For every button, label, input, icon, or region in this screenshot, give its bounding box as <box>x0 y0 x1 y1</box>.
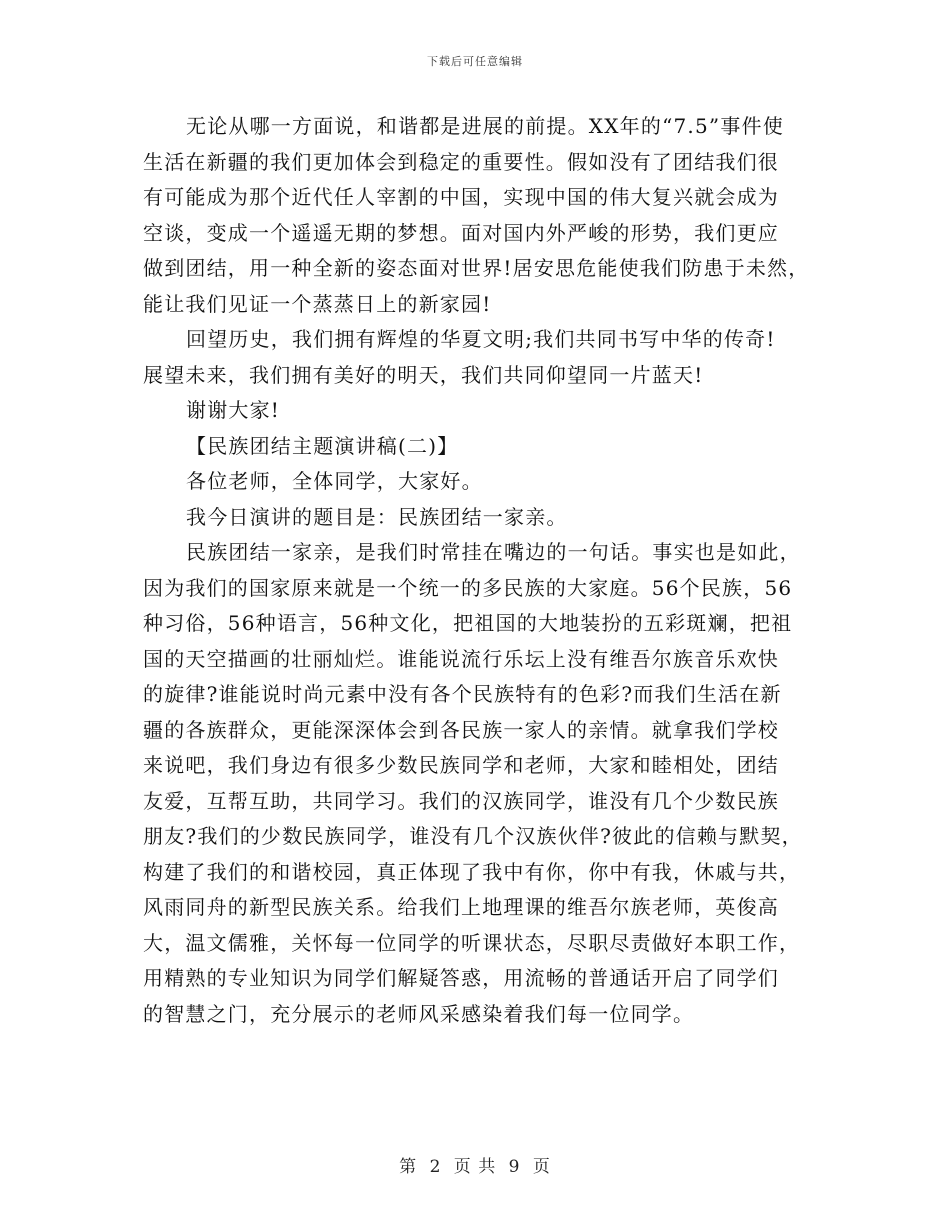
text-line: 生活在新疆的我们更加体会到稳定的重要性。假如没有了团结我们很 <box>143 149 779 174</box>
text-line: 风雨同舟的新型民族关系。给我们上地理课的维吾尔族老师，英俊高 <box>143 895 779 919</box>
text-line: 的智慧之门，充分展示的老师风采感染着我们每一位同学。 <box>143 1001 695 1026</box>
text-line: 来说吧，我们身边有很多少数民族同学和老师，大家和睦相处，团结 <box>143 753 779 777</box>
text-line: 能让我们见证一个蒸蒸日上的新家园! <box>143 291 492 316</box>
text-line: 谢谢大家! <box>186 398 281 422</box>
total-pages-number: 9 <box>508 1157 521 1177</box>
text-line: 国的天空描画的壮丽灿烂。谁能说流行乐坛上没有维吾尔族音乐欢快 <box>143 646 779 671</box>
text-line: 的旋律?谁能说时尚元素中没有各个民族特有的色彩?而我们生活在新 <box>143 682 782 706</box>
text-line: 朋友?我们的少数民族同学，谁没有几个汉族伙伴?彼此的信赖与默契， <box>143 824 803 848</box>
document-body <box>143 109 815 1032</box>
text-line: 各位老师，全体同学，大家好。 <box>186 469 483 493</box>
text-line: 友爱，互帮互助，共同学习。我们的汉族同学，谁没有几个少数民族 <box>143 788 779 813</box>
footer-prefix: 第 <box>399 1157 418 1177</box>
text-line: 展望未来，我们拥有美好的明天，我们共同仰望同一片蓝天! <box>143 362 704 387</box>
section-title: 【民族团结主题演讲稿(二)】 <box>186 433 459 458</box>
page-header: 下载后可任意编辑 <box>427 55 523 68</box>
text-line: 有可能成为那个近代任人宰割的中国，实现中国的伟大复兴就会成为 <box>143 185 779 209</box>
text-line: 大，温文儒雅，关怀每一位同学的听课状态，尽职尽责做好本职工作， <box>143 930 801 955</box>
text-line: 做到团结，用一种全新的姿态面对世界!居安思危能使我们防患于未然， <box>143 256 810 280</box>
current-page-number: 2 <box>429 1157 442 1177</box>
text-line: 因为我们的国家原来就是一个统一的多民族的大家庭。56个民族，56 <box>143 575 793 600</box>
text-line: 民族团结一家亲，是我们时常挂在嘴边的一句话。事实也是如此， <box>186 540 801 564</box>
text-line: 疆的各族群众，更能深深体会到各民族一家人的亲情。就拿我们学校 <box>143 717 779 742</box>
footer-suffix: 页 <box>532 1157 551 1177</box>
text-line: 用精熟的专业知识为同学们解疑答惑，用流畅的普通话开启了同学们 <box>143 966 779 990</box>
footer-middle: 页 共 <box>453 1157 497 1177</box>
text-line: 无论从哪一方面说，和谐都是进展的前提。XX年的“7.5”事件使 <box>186 114 784 138</box>
text-line: 种习俗，56种语言，56种文化，把祖国的大地装扮的五彩斑斓，把祖 <box>143 611 793 635</box>
text-line: 构建了我们的和谐校园，真正体现了我中有你，你中有我，休戚与共， <box>143 859 801 884</box>
page-footer <box>0 1152 950 1177</box>
text-line: 空谈，变成一个遥遥无期的梦想。面对国内外严峻的形势，我们更应 <box>143 220 779 245</box>
text-line: 回望历史，我们拥有辉煌的华夏文明;我们共同书写中华的传奇! <box>186 327 776 351</box>
text-line: 我今日演讲的题目是：民族团结一家亲。 <box>186 504 568 529</box>
